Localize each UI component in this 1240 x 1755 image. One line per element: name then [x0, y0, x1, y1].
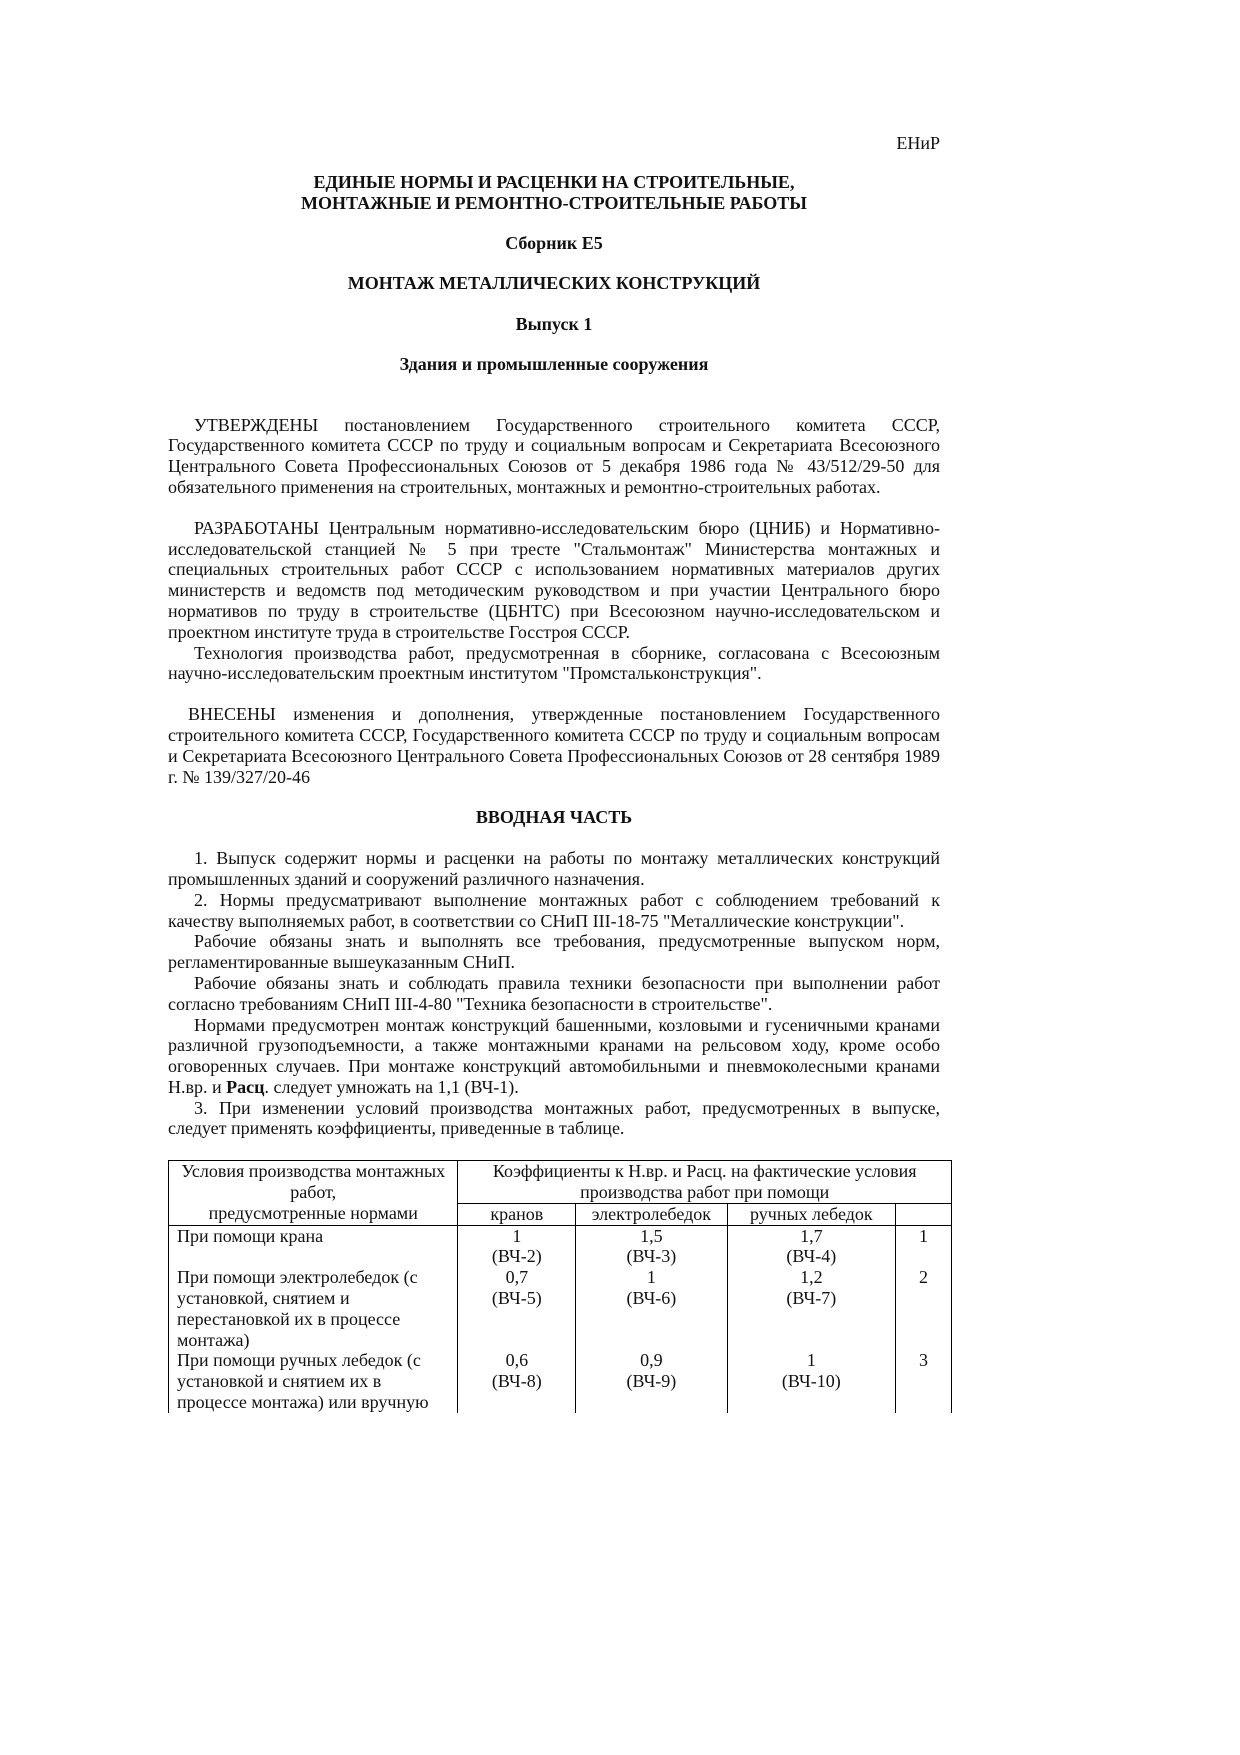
coef-code: (ВЧ-7)	[786, 1288, 837, 1309]
subject-heading: МОНТАЖ МЕТАЛЛИЧЕСКИХ КОНСТРУКЦИЙ	[347, 273, 761, 294]
intro-paragraph-5-text: Нормами предусмотрен монтаж конструкций башенными, козловыми и гусеничными кранами различной грузоподъемности, а также монтажными кранами на рельсовом ходу, кроме особо оговоренных случаев. При монтаже конструкций автомобильными и пневмоколесными кранами Н.вр. и	[168, 1014, 940, 1097]
coef-value: 0,7	[505, 1267, 529, 1288]
issue-label: Выпуск 1	[515, 313, 593, 334]
collection-label: Сборник Е5	[505, 233, 603, 254]
row-condition: При помощи крана	[169, 1225, 458, 1267]
row-index: 1	[896, 1225, 952, 1267]
conditions-header-line-1: Условия производства монтажных работ,	[181, 1161, 446, 1203]
coefficients-column-header: Коэффициенты к Н.вр. и Расц. на фактические условия производства работ при помощи	[458, 1161, 952, 1204]
row-condition: При помощи ручных лебедок (с установкой и снятием их в процессе монтажа) или вручную	[169, 1350, 458, 1412]
intro-paragraph-1: 1. Выпуск содержит нормы и расценки на работы по монтажу металлических конструкций промышленных зданий и сооружений различного назначения.	[168, 848, 940, 889]
electric-winches-column-header: электролебедок	[576, 1203, 727, 1225]
electric-cell	[576, 1267, 727, 1350]
cranes-cell	[458, 1267, 576, 1350]
coef-value: 1	[512, 1225, 522, 1246]
coef-value: 1,2	[800, 1267, 823, 1288]
approved-paragraph: УТВЕРЖДЕНЫ постановлением Государственного строительного комитета СССР, Государственного комитета СССР по труду и социальным вопросам и Секретариата Всесоюзного Центрального Совета Профессиональных Союзов от 5 декабря 1986 года № 43/512/29-50 для обязательного применения на строительных, монтажных и ремонтно-строительных работах.	[168, 414, 940, 497]
coef-value: 0,6	[505, 1350, 529, 1371]
intro-heading: ВВОДНАЯ ЧАСТЬ	[475, 807, 633, 828]
coef-code: (ВЧ-10)	[781, 1371, 841, 1392]
intro-paragraph-3: Рабочие обязаны знать и выполнять все требования, предусмотренные выпуском норм, регламентированные вышеуказанным СНиП.	[168, 931, 940, 973]
intro-paragraph-4: Рабочие обязаны знать и соблюдать правила техники безопасности при выполнении работ согласно требованиям СНиП III-4-80 "Техника безопасности в строительстве".	[168, 972, 940, 1014]
coefficients-table	[168, 1160, 952, 1413]
row-index: 2	[896, 1267, 952, 1350]
coef-code: (ВЧ-5)	[491, 1288, 542, 1309]
cranes-cell	[458, 1225, 576, 1267]
intro-paragraph-5-bold: Расц	[226, 1076, 265, 1097]
coef-code: (ВЧ-3)	[626, 1246, 677, 1267]
electric-cell	[576, 1225, 727, 1267]
document-title	[168, 172, 940, 214]
issue-subtitle: Здания и промышленные сооружения	[399, 353, 709, 374]
coef-code: (ВЧ-9)	[626, 1371, 677, 1392]
table-header-row	[169, 1161, 952, 1204]
coef-code: (ВЧ-2)	[491, 1246, 542, 1267]
title-line-1: ЕДИНЫЕ НОРМЫ И РАСЦЕНКИ НА СТРОИТЕЛЬНЫЕ,	[313, 171, 795, 192]
coef-value: 1	[646, 1267, 656, 1288]
coef-value: 1	[806, 1350, 816, 1371]
coef-code: (ВЧ-8)	[491, 1371, 542, 1392]
technology-paragraph: Технология производства работ, предусмотренная в сборнике, согласована с Всесоюзным научно-исследовательским проектным институтом "Промстальконструкция".	[168, 642, 940, 684]
title-line-2: МОНТАЖНЫЕ И РЕМОНТНО-СТРОИТЕЛЬНЫЕ РАБОТЫ	[301, 192, 807, 213]
manual-winches-column-header: ручных лебедок	[727, 1203, 896, 1225]
document-code: ЕНиР	[896, 133, 940, 153]
manual-cell	[727, 1350, 896, 1412]
intro-paragraph-2: 2. Нормы предусматривают выполнение монтажных работ с соблюдением требований к качеству выполняемых работ, в соответствии со СНиП III-18-75 "Металлические конструкции".	[168, 889, 940, 931]
table-row	[169, 1267, 952, 1350]
table-row	[169, 1225, 952, 1267]
intro-paragraph-6: 3. При изменении условий производства монтажных работ, предусмотренных в выпуске, следует применять коэффициенты, приведенные в таблице.	[168, 1097, 940, 1139]
intro-paragraph-5	[168, 1015, 940, 1098]
coef-value: 1,7	[800, 1225, 823, 1246]
amended-paragraph: ВНЕСЕНЫ изменения и дополнения, утвержденные постановлением Государственного строительного комитета СССР, Государственного комитета СССР по труду и социальным вопросам и Секретариата Всесоюзного Центрального Совета Профессиональных Союзов от 28 сентября 1989 г. № 139/327/20-46	[168, 704, 940, 787]
conditions-header-line-2: предусмотренные нормами	[208, 1202, 418, 1223]
developed-paragraph: РАЗРАБОТАНЫ Центральным нормативно-исследовательским бюро (ЦНИБ) и Нормативно-исследовательской станцией № 5 при тресте "Стальмонтаж" Министерства монтажных и специальных строительных работ СССР с использованием нормативных материалов других министерств и ведомств под методическим руководством и при участии Центрального бюро нормативов по труду в строительстве (ЦБНТС) при Всесоюзном научно-исследовательском и проектном институте труда в строительстве Госстроя СССР.	[168, 517, 940, 642]
manual-cell	[727, 1267, 896, 1350]
coef-value: 1,5	[640, 1225, 663, 1246]
row-condition: При помощи электролебедок (с установкой, снятием и перестановкой их в процессе монтажа)	[169, 1267, 458, 1350]
electric-cell	[576, 1350, 727, 1412]
conditions-column-header	[169, 1161, 458, 1225]
index-column-header	[896, 1203, 952, 1225]
coef-code: (ВЧ-6)	[626, 1288, 677, 1309]
cranes-column-header: кранов	[458, 1203, 576, 1225]
coef-value: 0,9	[640, 1350, 663, 1371]
intro-paragraph-5-tail: . следует умножать на 1,1 (ВЧ-1).	[264, 1076, 519, 1097]
row-index: 3	[896, 1350, 952, 1412]
coef-code: (ВЧ-4)	[786, 1246, 837, 1267]
table-row	[169, 1350, 952, 1412]
cranes-cell	[458, 1350, 576, 1412]
manual-cell	[727, 1225, 896, 1267]
